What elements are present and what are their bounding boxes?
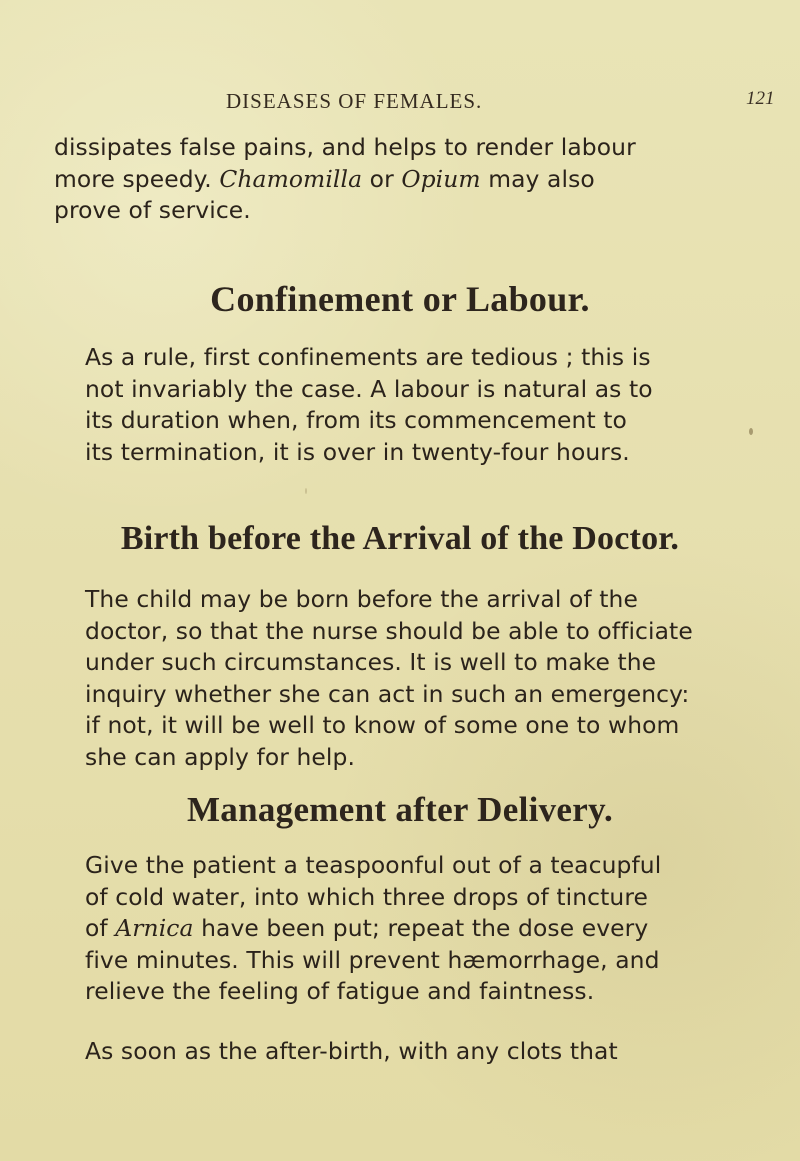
section-3-paragraph	[54, 850, 746, 1008]
paragraph-line	[54, 164, 746, 196]
paper-spot	[305, 488, 307, 494]
paragraph-text: more speedy.	[54, 164, 220, 193]
italic-remedy: Opium	[401, 164, 481, 193]
paragraph-line: dissipates false pains, and helps to render labour	[54, 133, 636, 161]
paragraph-text: may also	[480, 164, 595, 193]
paragraph-line: if not, it will be well to know of some one to whom	[85, 711, 680, 739]
paragraph-text: or	[362, 164, 402, 193]
paragraph-line: Give the patient a teaspoonful out of a teacupful	[85, 851, 662, 879]
paragraph-line: its termination, it is over in twenty-four hours.	[85, 437, 630, 466]
paragraph-line: As a rule, first confinements are tedious ; this is	[85, 343, 651, 371]
paragraph-line	[54, 913, 746, 945]
section-heading-birth-before-doctor: Birth before the Arrival of the Doctor.	[120, 520, 680, 557]
paragraph-line: she can apply for help.	[85, 742, 355, 771]
paragraph-text: of	[85, 914, 116, 942]
paragraph-line: its duration when, from its commencement to	[85, 406, 627, 434]
section-heading-confinement: Confinement or Labour.	[210, 279, 590, 319]
paper-spot	[749, 428, 753, 435]
paragraph-line: relieve the feeling of fatigue and faintness.	[85, 977, 595, 1005]
opening-paragraph	[54, 132, 746, 227]
italic-remedy: Arnica	[115, 914, 194, 942]
running-head-title: DISEASES OF FEMALES.	[226, 89, 483, 113]
paragraph-line: under such circumstances. It is well to make the	[85, 648, 657, 676]
continuation-line: As soon as the after-birth, with any clots that	[85, 1037, 618, 1065]
paragraph-line: of cold water, into which three drops of tincture	[85, 882, 649, 911]
page-number: 121	[746, 88, 775, 109]
paragraph-line: not invariably the case. A labour is natural as to	[85, 374, 653, 403]
paragraph-line: The child may be born before the arrival of the	[85, 585, 638, 613]
paragraph-line: five minutes. This will prevent hæmorrhage, and	[85, 945, 660, 974]
section-1-paragraph	[54, 342, 746, 468]
paragraph-line: doctor, so that the nurse should be able to officiate	[85, 616, 693, 645]
section-2-paragraph	[54, 584, 746, 773]
paragraph-line: inquiry whether she can act in such an emergency:	[85, 679, 690, 708]
section-heading-management-after-delivery: Management after Delivery.	[186, 790, 614, 829]
italic-remedy: Chamomilla	[219, 164, 363, 193]
paragraph-text: have been put; repeat the dose every	[193, 914, 649, 942]
paragraph-line: prove of service.	[54, 196, 251, 224]
